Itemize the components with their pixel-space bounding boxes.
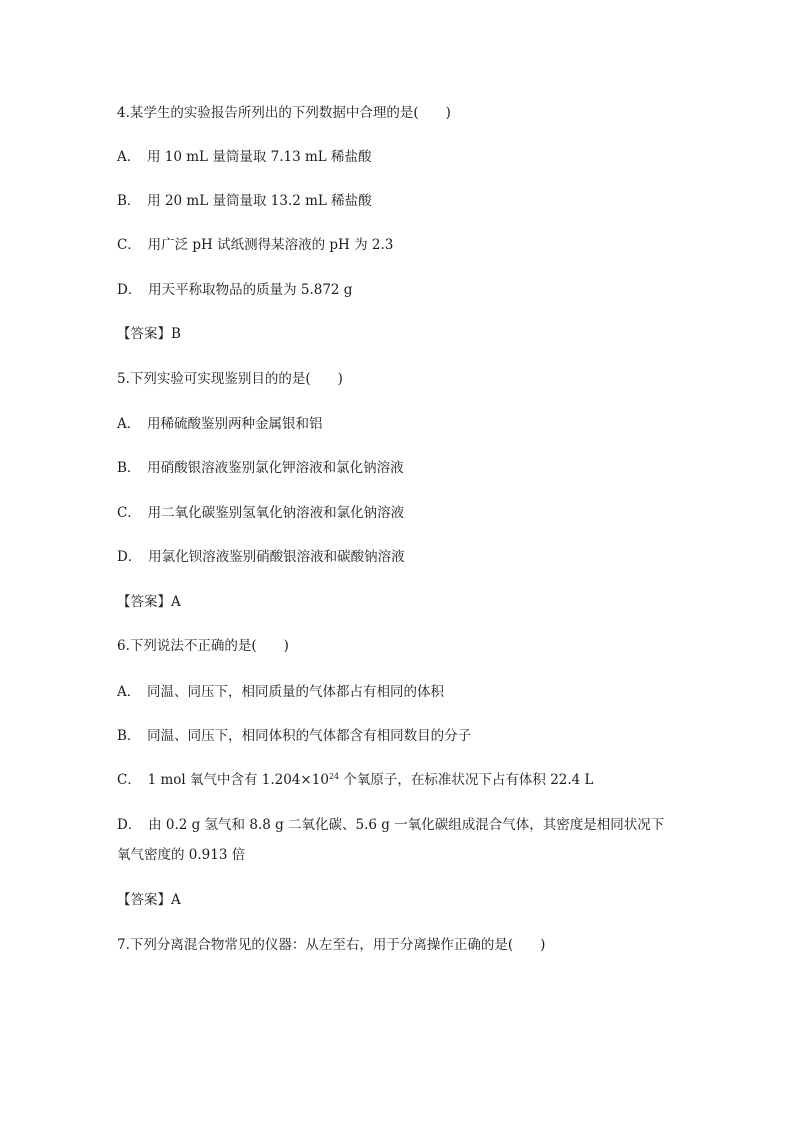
option-a: A． 用 10 mL 量筒量取 7.13 mL 稀盐酸 (117, 149, 372, 165)
option-a: A． 用稀硫酸鉴别两种金属银和铝 (117, 416, 323, 432)
question-stem: 6.下列说法不正确的是( ) (117, 638, 289, 654)
option-d: D． 由 0.2 g 氢气和 8.8 g 二氧化碳、5.6 g 一氧化碳组成混合气体，其密度是相同状况下 (117, 817, 665, 833)
option-d: D． 用天平称取物品的质量为 5.872 g (117, 282, 353, 298)
option-d: D． 用氯化钡溶液鉴别硝酸银溶液和碳酸钠溶液 (117, 549, 405, 565)
question-stem: 5.下列实验可实现鉴别目的的是( ) (117, 371, 343, 387)
option-a: A． 同温、同压下，相同质量的气体都占有相同的体积 (117, 684, 444, 700)
option-d-continued: 氧气密度的 0.913 倍 (117, 847, 246, 863)
answer: 【答案】A (117, 594, 181, 610)
option-c: C． 用二氧化碳鉴别氢氧化钠溶液和氯化钠溶液 (117, 505, 405, 521)
option-b: B． 用硝酸银溶液鉴别氯化钾溶液和氯化钠溶液 (117, 460, 404, 476)
option-c-text-rest: 个氧原子，在标准状况下占有体积 22.4 L (339, 772, 594, 788)
option-b: B． 用 20 mL 量筒量取 13.2 mL 稀盐酸 (117, 193, 372, 209)
option-c-text: C． 1 mol 氧气中含有 1.204×10 (117, 772, 329, 788)
answer: 【答案】A (117, 892, 181, 908)
exponent: 24 (328, 772, 340, 781)
option-c: C． 用广泛 pH 试纸测得某溶液的 pH 为 2.3 (117, 237, 394, 253)
question-stem: 4.某学生的实验报告所列出的下列数据中合理的是( ) (117, 105, 451, 121)
question-stem: 7.下列分离混合物常见的仪器：从左至右，用于分离操作正确的是( ) (117, 937, 546, 953)
answer: 【答案】B (117, 326, 181, 342)
option-b: B． 同温、同压下，相同体积的气体都含有相同数目的分子 (117, 728, 472, 744)
option-c (117, 771, 594, 789)
